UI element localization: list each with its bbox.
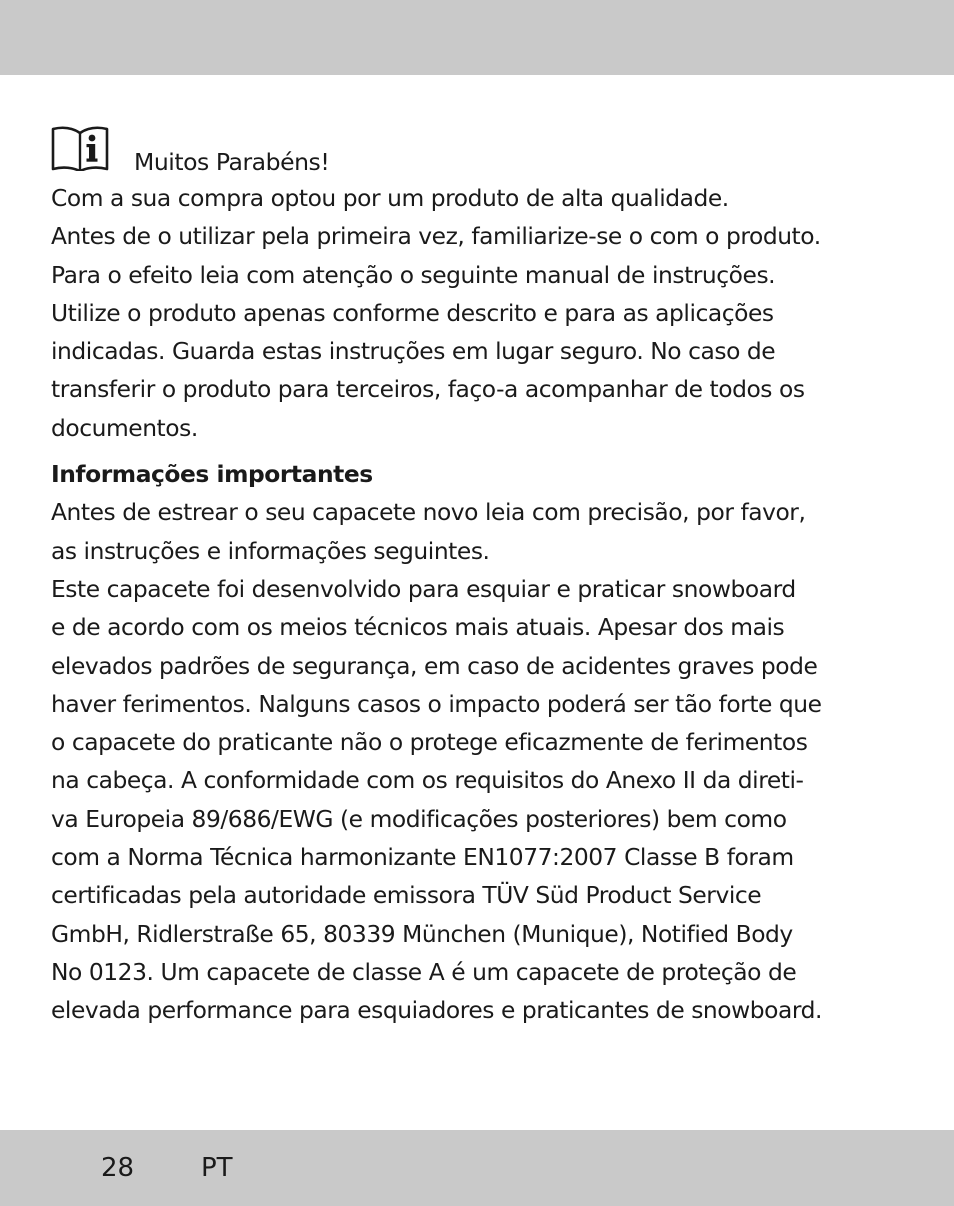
greeting-row	[51, 125, 911, 179]
text-line: GmbH, Ridlerstraße 65, 80339 München (Munique), Notified Body	[51, 919, 793, 948]
language-code: PT	[201, 1153, 233, 1183]
header-band	[0, 0, 954, 75]
text-line: as instruções e informações seguintes.	[51, 536, 490, 565]
text-line: Este capacete foi desenvolvido para esquiar e praticar snowboard	[51, 574, 796, 603]
page-content	[51, 125, 911, 1030]
page-number: 28	[101, 1153, 135, 1183]
text-line: Antes de estrear o seu capacete novo leia com precisão, por favor,	[51, 498, 806, 527]
section-paragraph	[51, 493, 911, 1029]
intro-paragraph	[51, 179, 911, 447]
text-line: Para o efeito leia com atenção o seguinte manual de instruções.	[51, 260, 776, 289]
text-line: elevada performance para esquiadores e praticantes de snowboard.	[51, 996, 822, 1025]
text-line: va Europeia 89/686/EWG (e modificações posteriores) bem como	[51, 804, 787, 833]
text-line: No 0123. Um capacete de classe A é um capacete de proteção de	[51, 957, 797, 986]
text-line: transferir o produto para terceiros, faço-a acompanhar de todos os	[51, 375, 805, 404]
text-line: certificadas pela autoridade emissora TÜV Süd Product Service	[51, 881, 762, 910]
text-line: o capacete do praticante não o protege eficazmente de ferimentos	[51, 728, 808, 757]
greeting-text: Muitos Parabéns!	[134, 148, 330, 176]
footer-band	[0, 1130, 954, 1206]
text-line: na cabeça. A conformidade com os requisitos do Anexo II da direti-	[51, 766, 804, 795]
text-line: Com a sua compra optou por um produto de alta qualidade.	[51, 184, 729, 212]
text-line: e de acordo com os meios técnicos mais atuais. Apesar dos mais	[51, 613, 785, 642]
text-line: elevados padrões de segurança, em caso de acidentes graves pode	[51, 651, 818, 680]
text-line: com a Norma Técnica harmonizante EN1077:2007 Classe B foram	[51, 843, 794, 872]
text-line: Utilize o produto apenas conforme descrito e para as aplicações	[51, 298, 774, 327]
text-line: Antes de o utilizar pela primeira vez, familiarize-se o com o produto.	[51, 222, 821, 251]
section-heading: Informações importantes	[51, 460, 373, 489]
text-line: indicadas. Guarda estas instruções em lugar seguro. No caso de	[51, 337, 776, 366]
text-line: documentos.	[51, 413, 198, 442]
text-line: haver ferimentos. Nalguns casos o impacto poderá ser tão forte que	[51, 689, 822, 718]
info-manual-icon	[51, 125, 109, 171]
